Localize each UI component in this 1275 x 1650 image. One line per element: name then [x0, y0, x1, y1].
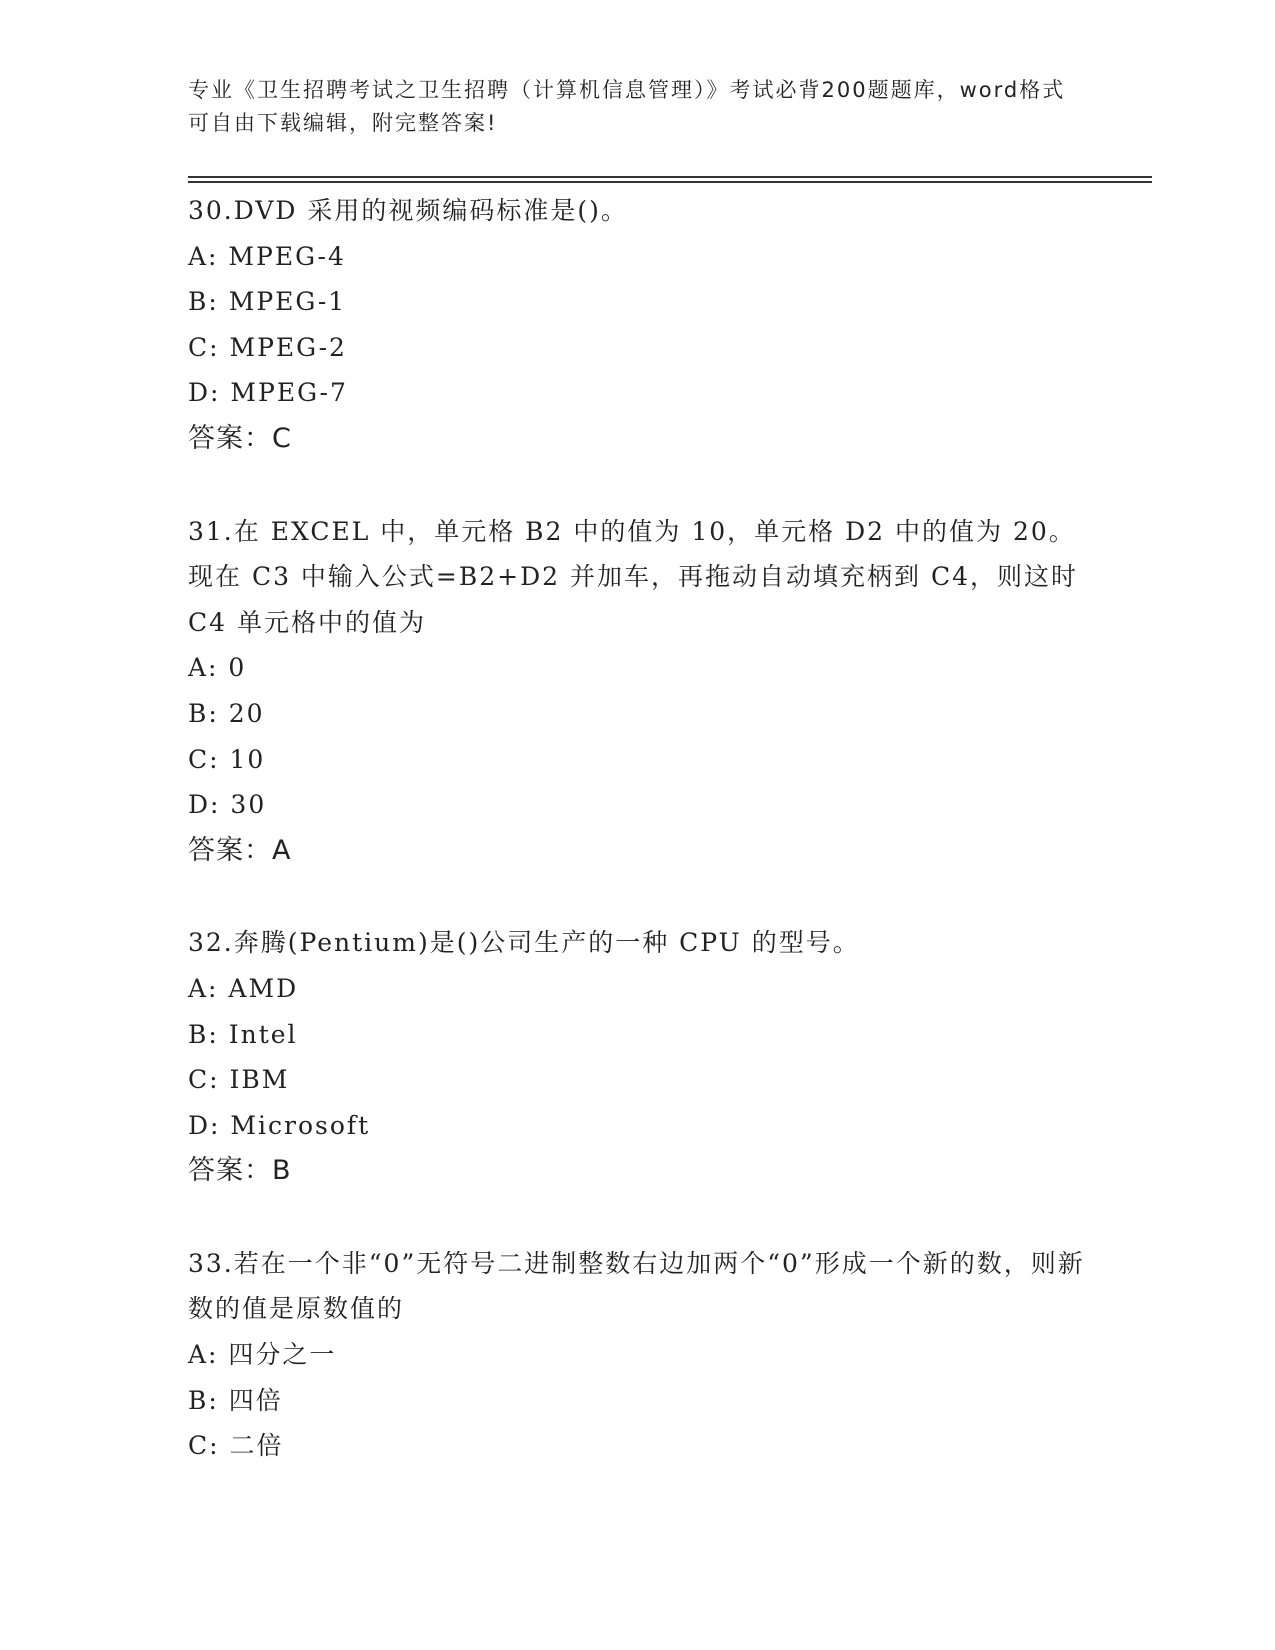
- option-b: B: Intel: [188, 1019, 298, 1049]
- question-stem: 33.若在一个非“0”无符号二进制整数右边加两个“0”形成一个新的数，则新数的值是原数值的: [188, 1248, 1085, 1324]
- option-c: C: IBM: [188, 1065, 290, 1095]
- option-d: D: MPEG-7: [188, 378, 348, 408]
- option-b: B: 20: [188, 698, 265, 728]
- option-c: C: 10: [188, 744, 266, 774]
- question-stem: 30.DVD 采用的视频编码标准是()。: [188, 196, 628, 225]
- option-a: A: 0: [188, 653, 247, 683]
- option-d: D: 30: [188, 790, 267, 820]
- option-c: C: 二倍: [188, 1431, 284, 1461]
- document-header: 专业《卫生招聘考试之卫生招聘（计算机信息管理）》考试必背200题题库，word格式可自由下载编辑，附完整答案!: [188, 78, 1066, 135]
- option-d: D: Microsoft: [188, 1110, 371, 1140]
- question-list: [188, 188, 1088, 1516]
- question-31: [188, 509, 1088, 874]
- option-a: A: AMD: [188, 973, 299, 1003]
- answer-line: 答案：A: [188, 834, 292, 866]
- option-c: C: MPEG-2: [188, 332, 347, 362]
- option-a: A: MPEG-4: [188, 241, 346, 271]
- question-stem: 32.奔腾(Pentium)是()公司生产的一种 CPU 的型号。: [188, 928, 860, 958]
- option-b: B: MPEG-1: [188, 287, 347, 317]
- header-divider-top: [188, 176, 1152, 178]
- answer-line: 答案：B: [188, 1155, 292, 1187]
- answer-line: 答案：C: [188, 422, 292, 454]
- question-stem: 31.在 EXCEL 中，单元格 B2 中的值为 10，单元格 D2 中的值为 20。现在 C3 中输入公式=B2+D2 并加车，再拖动自动填充柄到 C4，则这时 C4 单元格中的值为: [188, 516, 1088, 637]
- question-30: [188, 188, 1088, 462]
- option-a: A: 四分之一: [188, 1340, 337, 1370]
- header-divider-bottom: [188, 181, 1152, 183]
- option-b: B: 四倍: [188, 1385, 283, 1415]
- question-32: [188, 920, 1088, 1194]
- question-33: [188, 1241, 1088, 1469]
